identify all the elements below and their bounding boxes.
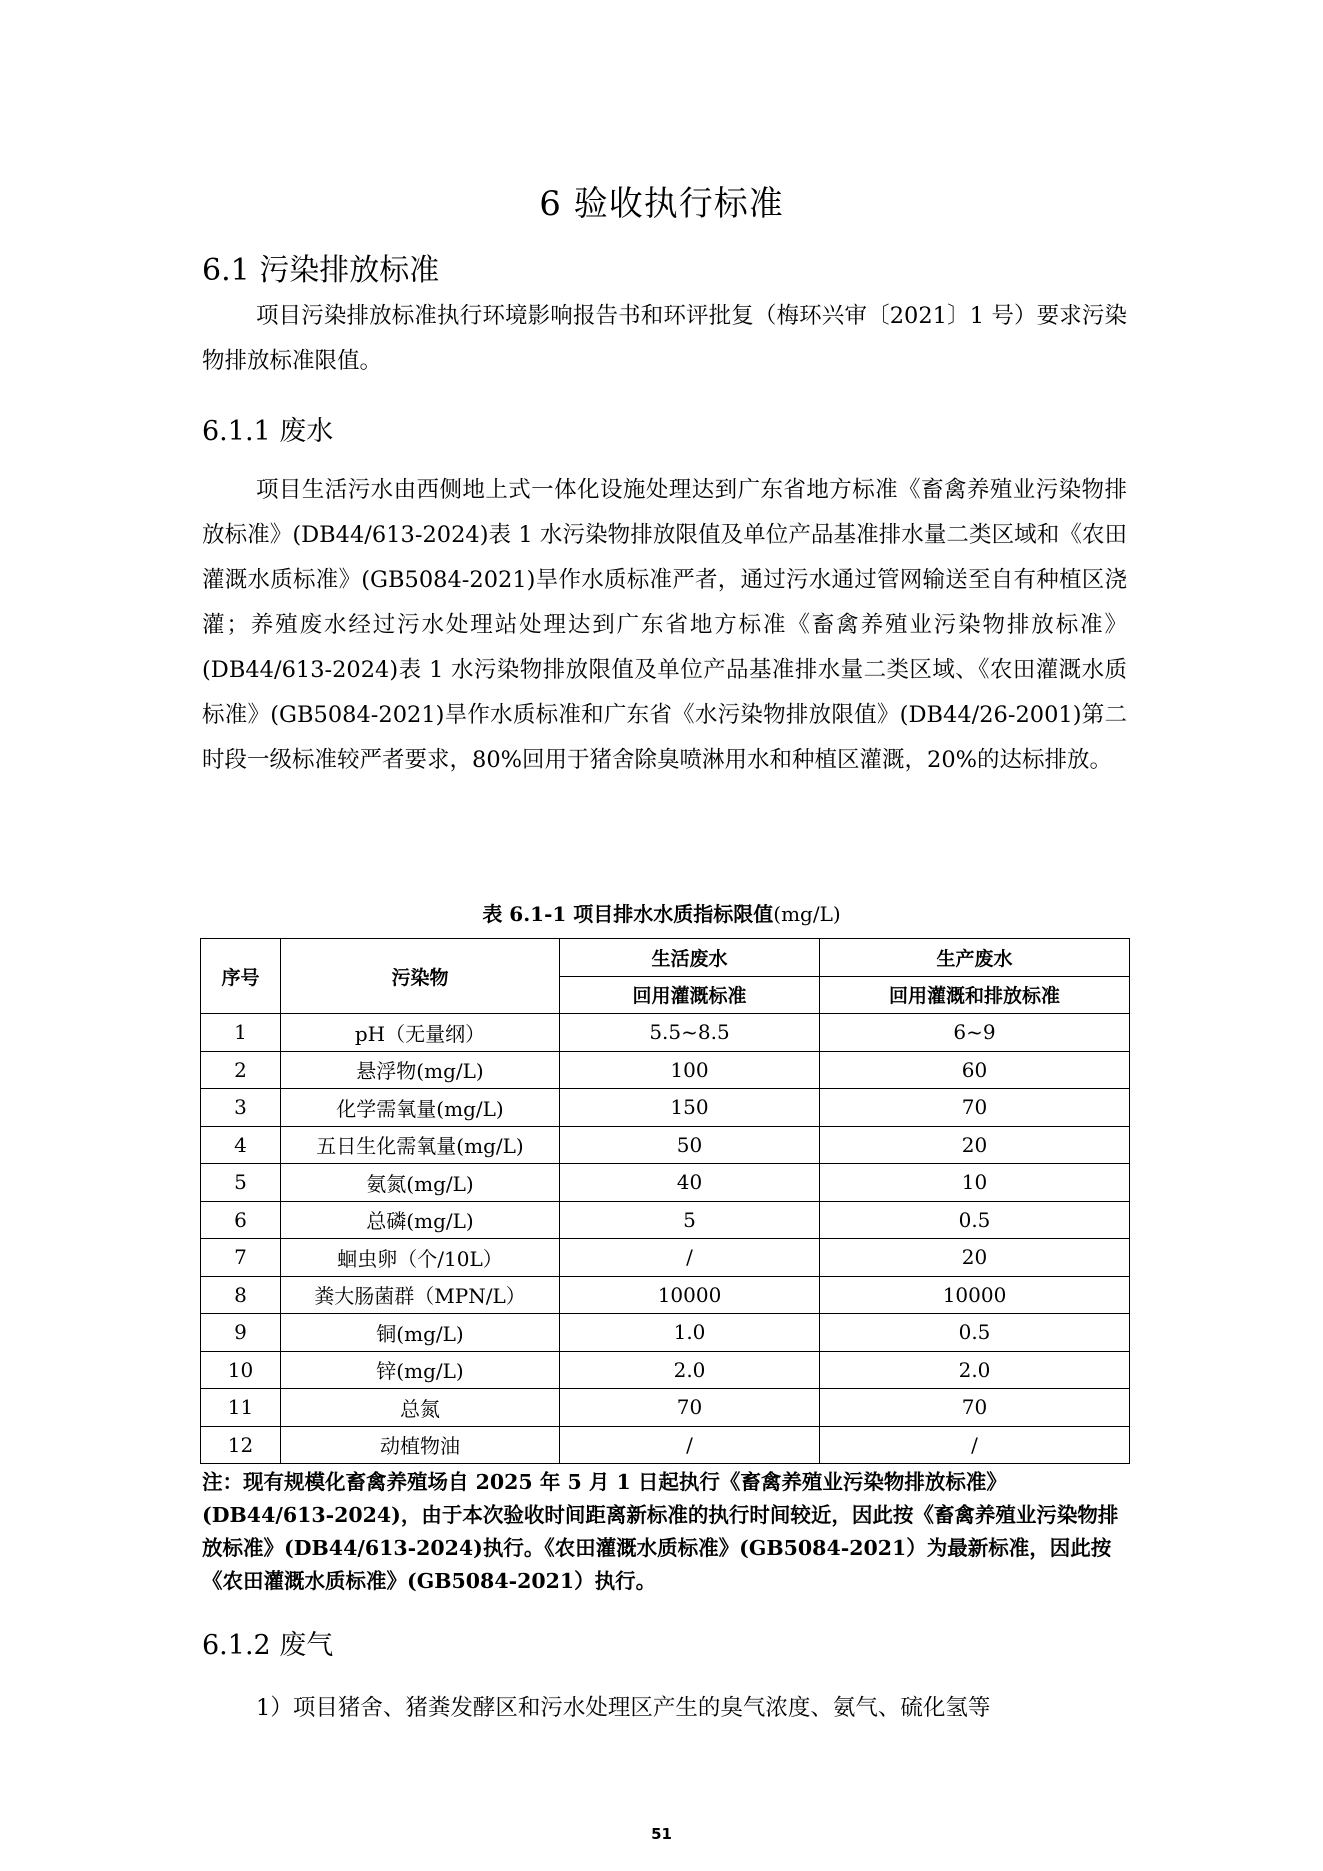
cell-pollutant: 总氮 — [281, 1389, 560, 1427]
cell-production: 10000 — [820, 1276, 1130, 1314]
cell-pollutant: 总磷(mg/L) — [281, 1201, 560, 1239]
cell-no: 5 — [201, 1164, 281, 1202]
cell-no: 2 — [201, 1051, 281, 1089]
cell-no: 3 — [201, 1089, 281, 1127]
table-row — [201, 1164, 1130, 1202]
cell-pollutant: 氨氮(mg/L) — [281, 1164, 560, 1202]
table-caption-unit: (mg/L) — [773, 902, 841, 926]
page-number: 51 — [651, 1825, 672, 1843]
cell-domestic: 5 — [560, 1201, 820, 1239]
section-6-1-2-paragraph: 1）项目猪舍、猪粪发酵区和污水处理区产生的臭气浓度、氨气、硫化氢等 — [256, 1695, 991, 1721]
cell-pollutant: 化学需氧量(mg/L) — [281, 1089, 560, 1127]
cell-production: 60 — [820, 1051, 1130, 1089]
cell-pollutant: 粪大肠菌群（MPN/L） — [281, 1276, 560, 1314]
cell-domestic: 2.0 — [560, 1351, 820, 1389]
cell-domestic: 5.5~8.5 — [560, 1014, 820, 1052]
cell-production: 10 — [820, 1164, 1130, 1202]
cell-domestic: / — [560, 1426, 820, 1464]
cell-production: / — [820, 1426, 1130, 1464]
cell-domestic: / — [560, 1239, 820, 1277]
cell-domestic: 70 — [560, 1389, 820, 1427]
cell-no: 11 — [201, 1389, 281, 1427]
cell-production: 0.5 — [820, 1201, 1130, 1239]
header-domestic: 生活废水 — [560, 939, 820, 977]
cell-domestic: 50 — [560, 1126, 820, 1164]
table-row — [201, 1276, 1130, 1314]
header-production: 生产废水 — [820, 939, 1130, 977]
chapter-title: 6 验收执行标准 — [539, 184, 784, 224]
table-row — [201, 1389, 1130, 1427]
cell-production: 70 — [820, 1389, 1130, 1427]
cell-domestic: 10000 — [560, 1276, 820, 1314]
cell-production: 6~9 — [820, 1014, 1130, 1052]
table-caption — [0, 898, 1323, 927]
cell-domestic: 40 — [560, 1164, 820, 1202]
cell-no: 10 — [201, 1351, 281, 1389]
section-heading-6-1-2: 6.1.2 废气 — [202, 1630, 334, 1661]
cell-pollutant: 悬浮物(mg/L) — [281, 1051, 560, 1089]
section-6-1-1-paragraph: 项目生活污水由西侧地上式一体化设施处理达到广东省地方标准《畜禽养殖业污染物排放标准》(DB44/613-2024)表 1 水污染物排放限值及单位产品基准排水量二类区域和《农田灌溉水质标准》(GB5084-2021)旱作水质标准严者，通过污水通过管网输送至自有种植区浇灌；养殖废水经过污水处理站处理达到广东省地方标准《畜禽养殖业污染物排放标准》(DB44/613-2024)表 1 水污染物排放限值及单位产品基准排水量二类区域、《农田灌溉水质标准》(GB5084-2021)旱作水质标准和广东省《水污染物排放限值》(DB44/26-2001)第二时段一级标准较严者要求，80%回用于猪舍除臭喷淋用水和种植区灌溉，20%的达标排放。 — [202, 477, 1127, 773]
cell-production: 0.5 — [820, 1314, 1130, 1352]
cell-production: 20 — [820, 1126, 1130, 1164]
cell-pollutant: 动植物油 — [281, 1426, 560, 1464]
section-heading-6-1-1: 6.1.1 废水 — [202, 416, 334, 447]
cell-pollutant: 五日生化需氧量(mg/L) — [281, 1126, 560, 1164]
cell-no: 9 — [201, 1314, 281, 1352]
cell-no: 4 — [201, 1126, 281, 1164]
table-row — [201, 1351, 1130, 1389]
cell-domestic: 150 — [560, 1089, 820, 1127]
cell-no: 8 — [201, 1276, 281, 1314]
section-heading-6-1: 6.1 污染排放标准 — [202, 253, 440, 288]
cell-production: 2.0 — [820, 1351, 1130, 1389]
header-pollutant: 污染物 — [281, 939, 560, 1014]
header-production-sub: 回用灌溉和排放标准 — [820, 976, 1130, 1014]
cell-no: 1 — [201, 1014, 281, 1052]
table-row — [201, 1314, 1130, 1352]
cell-pollutant: 锌(mg/L) — [281, 1351, 560, 1389]
table-row — [201, 1014, 1130, 1052]
cell-pollutant: pH（无量纲） — [281, 1014, 560, 1052]
cell-no: 6 — [201, 1201, 281, 1239]
water-quality-table — [200, 938, 1130, 1464]
table-caption-text: 表 6.1-1 项目排水水质指标限值 — [482, 902, 774, 926]
cell-production: 20 — [820, 1239, 1130, 1277]
cell-domestic: 1.0 — [560, 1314, 820, 1352]
table-row — [201, 1201, 1130, 1239]
cell-no: 12 — [201, 1426, 281, 1464]
cell-pollutant: 蛔虫卵（个/10L） — [281, 1239, 560, 1277]
cell-production: 70 — [820, 1089, 1130, 1127]
table-row — [201, 1089, 1130, 1127]
header-domestic-sub: 回用灌溉标准 — [560, 976, 820, 1014]
table-row — [201, 1426, 1130, 1464]
cell-domestic: 100 — [560, 1051, 820, 1089]
table-row — [201, 1239, 1130, 1277]
table-note: 注：现有规模化畜禽养殖场自 2025 年 5 月 1 日起执行《畜禽养殖业污染物排放标准》(DB44/613-2024)，由于本次验收时间距离新标准的执行时间较近，因此按《畜禽养殖业污染物排放标准》(DB44/613-2024)执行。《农田灌溉水质标准》(GB5084-2021）为最新标准，因此按《农田灌溉水质标准》(GB5084-2021）执行。 — [202, 1470, 1119, 1593]
table-row — [201, 1051, 1130, 1089]
table-row — [201, 1126, 1130, 1164]
cell-pollutant: 铜(mg/L) — [281, 1314, 560, 1352]
section-6-1-paragraph: 项目污染排放标准执行环境影响报告书和环评批复（梅环兴审〔2021〕1 号）要求污染物排放标准限值。 — [202, 303, 1127, 374]
cell-no: 7 — [201, 1239, 281, 1277]
header-no: 序号 — [201, 939, 281, 1014]
